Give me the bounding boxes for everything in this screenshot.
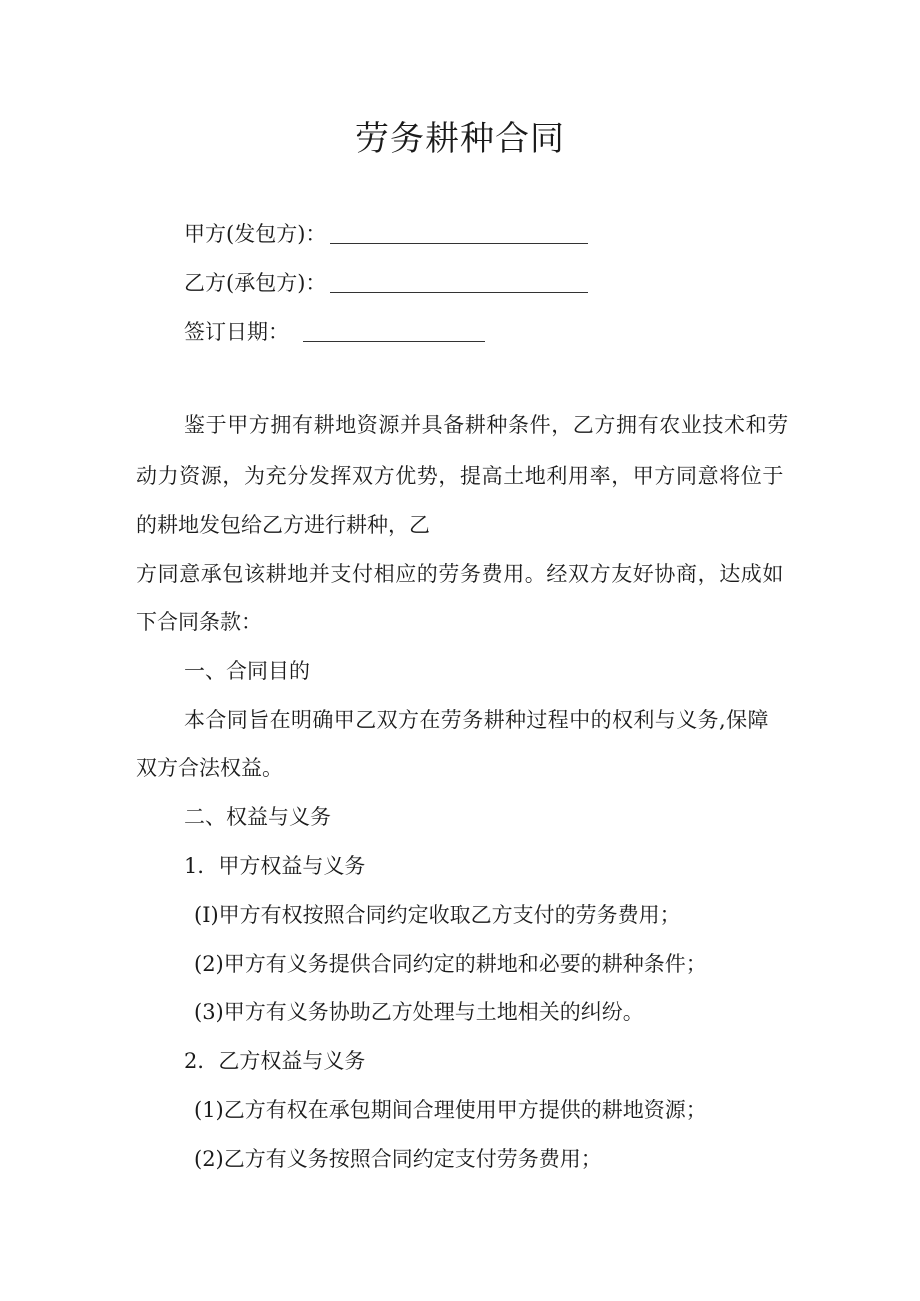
sign-date-field [184,317,485,347]
subsection-heading: 1．甲方权益与义务 [184,854,366,878]
preamble-line: 方同意承包该耕地并支付相应的劳务费用。经双方友好协商，达成如 [136,562,784,586]
document-title: 劳务耕种合同 [355,119,565,159]
list-item: (2)甲方有义务提供合同约定的耕地和必要的耕种条件； [194,952,707,976]
list-item: (I)甲方有权按照合同约定收取乙方支付的劳务费用； [194,903,681,927]
list-item: (2)乙方有义务按照合同约定支付劳务费用； [194,1147,602,1171]
party-b-label: 乙方(承包方)： [184,271,327,295]
party-a-label: 甲方(发包方)： [184,222,327,246]
section-body-line: 双方合法权益。 [136,756,283,780]
party-a-field [184,219,588,249]
section-heading: 一、合同目的 [184,659,310,683]
sign-date-blank[interactable] [303,321,485,342]
section-heading: 二、权益与义务 [184,805,331,829]
preamble-line: 下合同条款： [136,610,262,634]
party-b-blank[interactable] [330,272,588,293]
preamble-line: 动力资源，为充分发挥双方优势，提高土地利用率，甲方同意将位于 [136,464,784,488]
party-b-field [184,268,588,298]
preamble-line: 鉴于甲方拥有耕地资源并具备耕种条件，乙方拥有农业技术和劳 [184,413,789,437]
list-item: (1)乙方有权在承包期间合理使用甲方提供的耕地资源； [194,1098,707,1122]
party-a-blank[interactable] [330,223,588,244]
subsection-heading: 2．乙方权益与义务 [184,1049,366,1073]
section-body-line: 本合同旨在明确甲乙双方在劳务耕种过程中的权利与义务,保障 [184,708,769,732]
preamble-line: 的耕地发包给乙方进行耕种，乙 [136,513,430,537]
sign-date-label: 签订日期： [184,320,289,344]
list-item: (3)甲方有义务协助乙方处理与土地相关的纠纷。 [194,1000,644,1024]
